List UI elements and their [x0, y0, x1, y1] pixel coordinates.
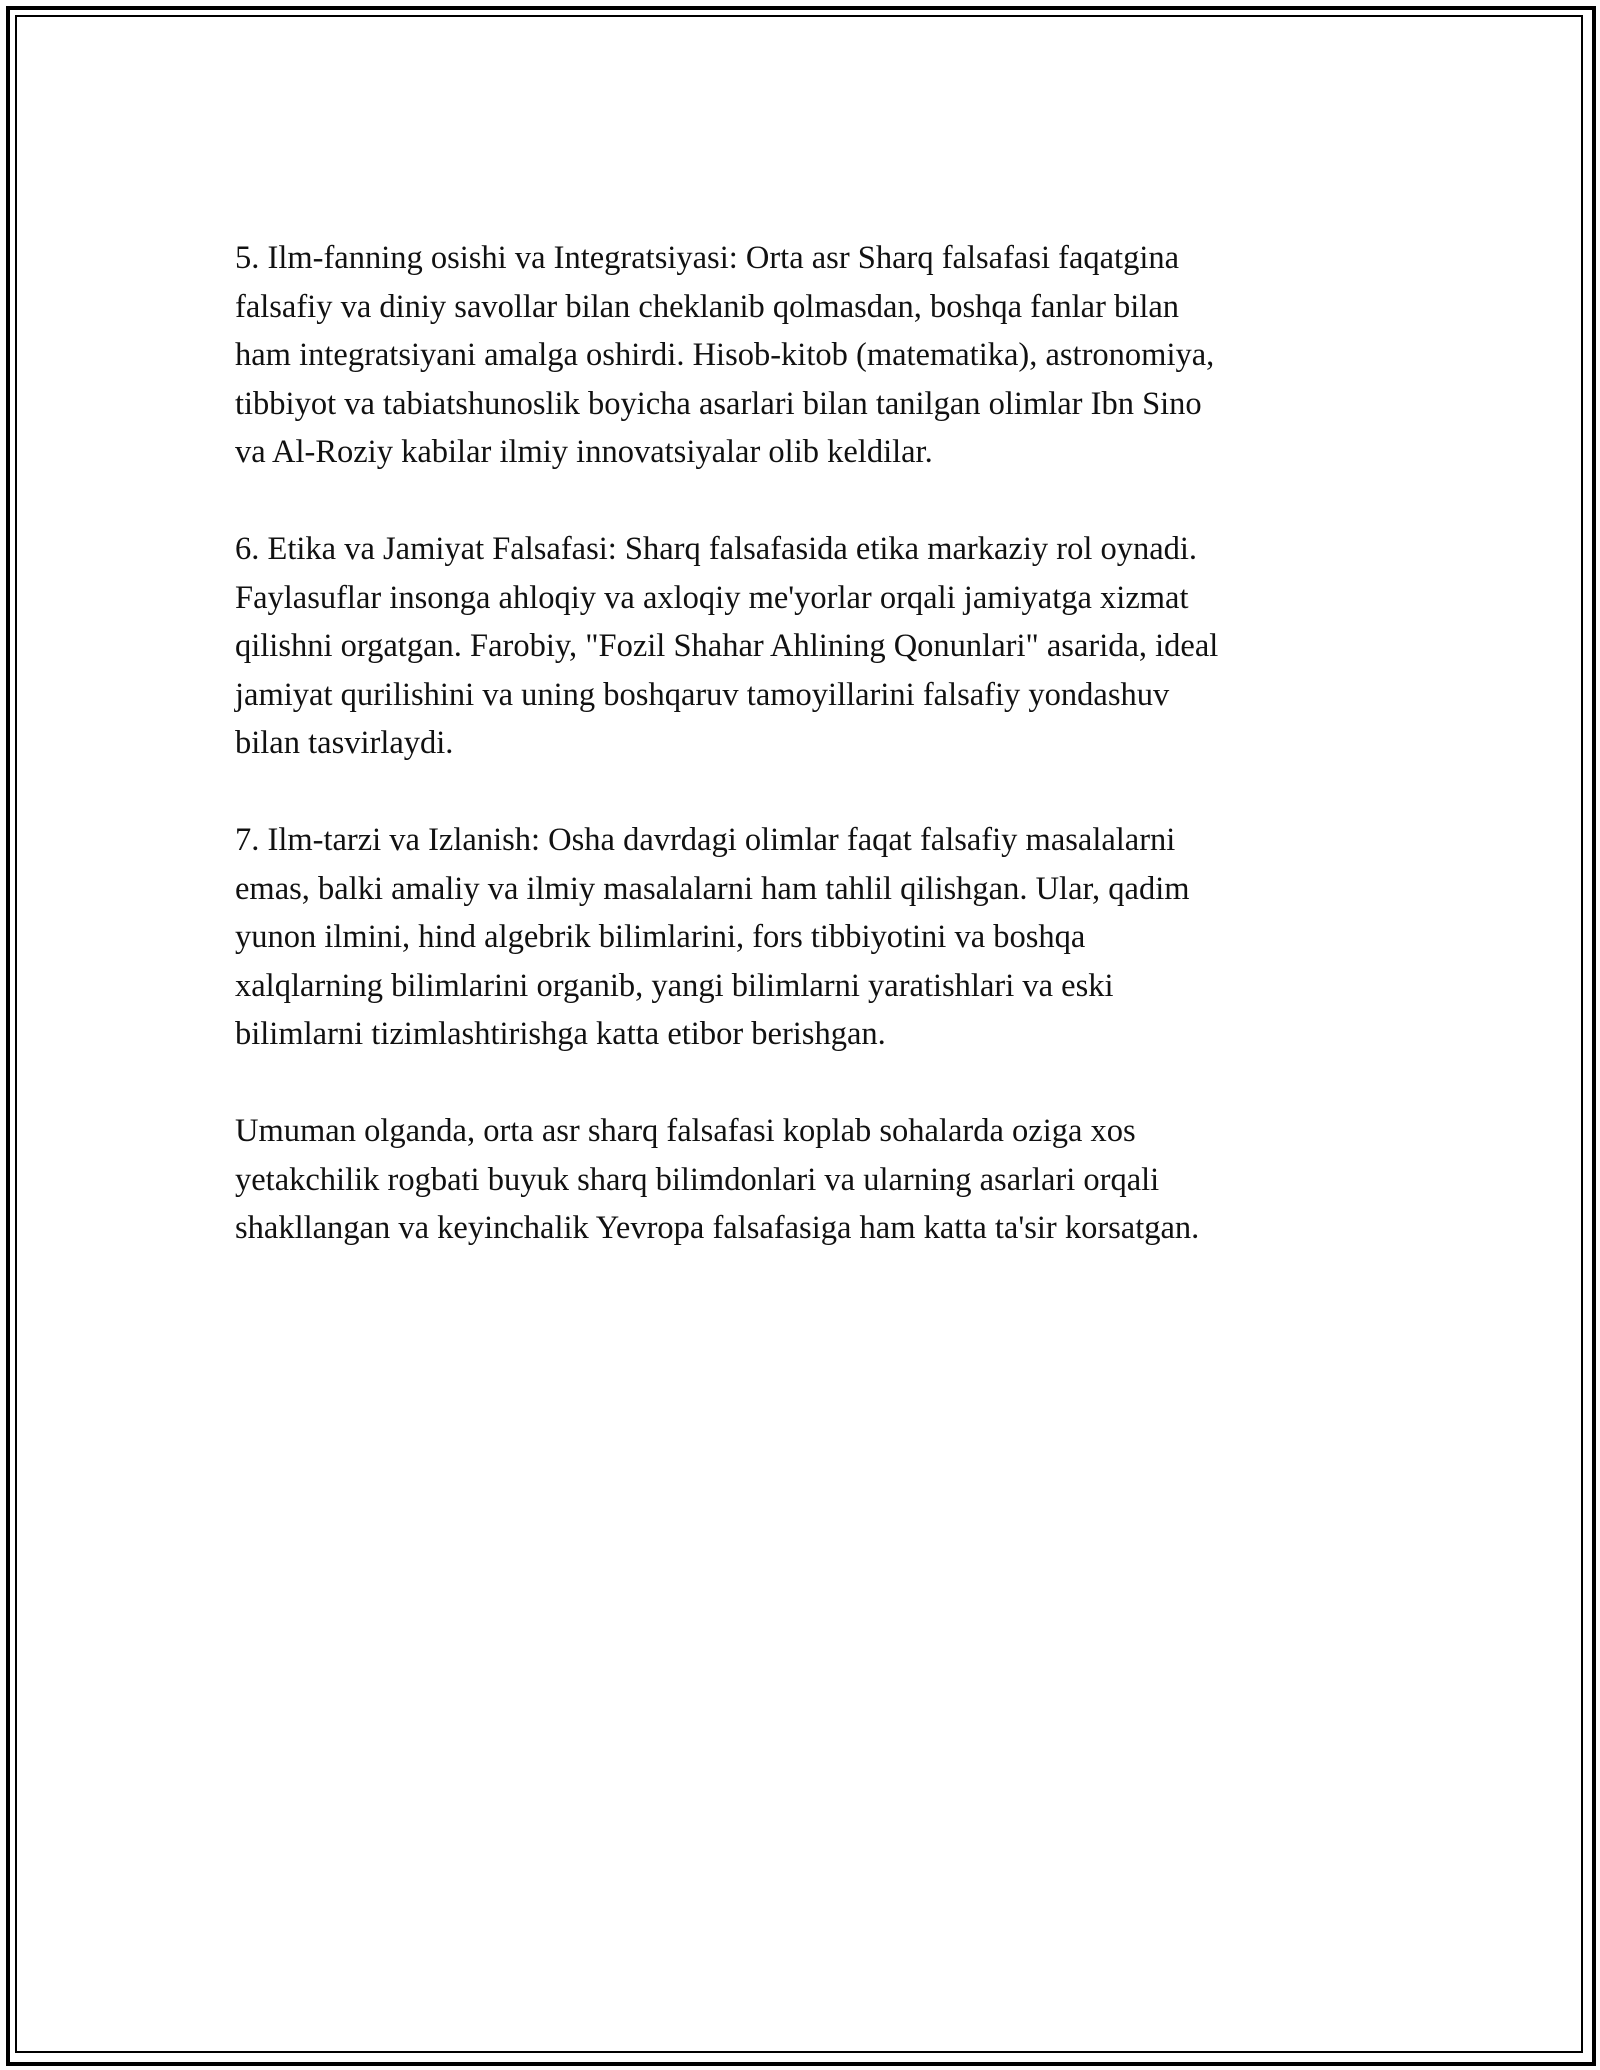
paragraph-item-5: 5. Ilm-fanning osishi va Integratsiyasi: Orta asr Sharq falsafasi faqatgina falsafiy va diniy savollar bilan cheklanib qolmasdan, boshqa fanlar bilan ham integratsiyani amalga oshirdi. Hisob-kitob (matematika), astronomiya, tibbiyot va tabiatshunoslik boyicha asarlari bilan tanilgan olimlar Ibn Sino va Al-Roziy kabilar ilmiy innovatsiyalar olib keldilar. — [235, 240, 1215, 470]
paragraph-item-6: 6. Etika va Jamiyat Falsafasi: Sharq falsafasida etika markaziy rol oynadi. Faylasuflar insonga ahloqiy va axloqiy me'yorlar orqali jamiyatga xizmat qilishni orgatgan. Farobiy, "Fozil Shahar Ahlining Qonunlari" asarida, ideal jamiyat qurilishini va uning boshqaruv tamoyillarini falsafiy yondashuv bilan tasvirlaydi. — [235, 531, 1219, 761]
paragraph-item-7: 7. Ilm-tarzi va Izlanish: Osha davrdagi olimlar faqat falsafiy masalalarni emas, balki amaliy va ilmiy masalalarni ham tahlil qilishgan. Ular, qadim yunon ilmini, hind algebrik bilimlarini, fors tibbiyotini va boshqa xalqlarning bilimlarini organib, yangi bilimlarni yaratishlari va eski bilimlarni tizimlashtirishga katta etibor berishgan. — [235, 822, 1190, 1052]
paragraph-conclusion: Umuman olganda, orta asr sharq falsafasi koplab sohalarda oziga xos yetakchilik rogbati buyuk sharq bilimdonlari va ularning asarlari orqali shakllangan va keyinchalik Yevropa falsafasiga ham katta ta'sir korsatgan. — [235, 1113, 1200, 1246]
document-body — [235, 234, 1360, 1301]
